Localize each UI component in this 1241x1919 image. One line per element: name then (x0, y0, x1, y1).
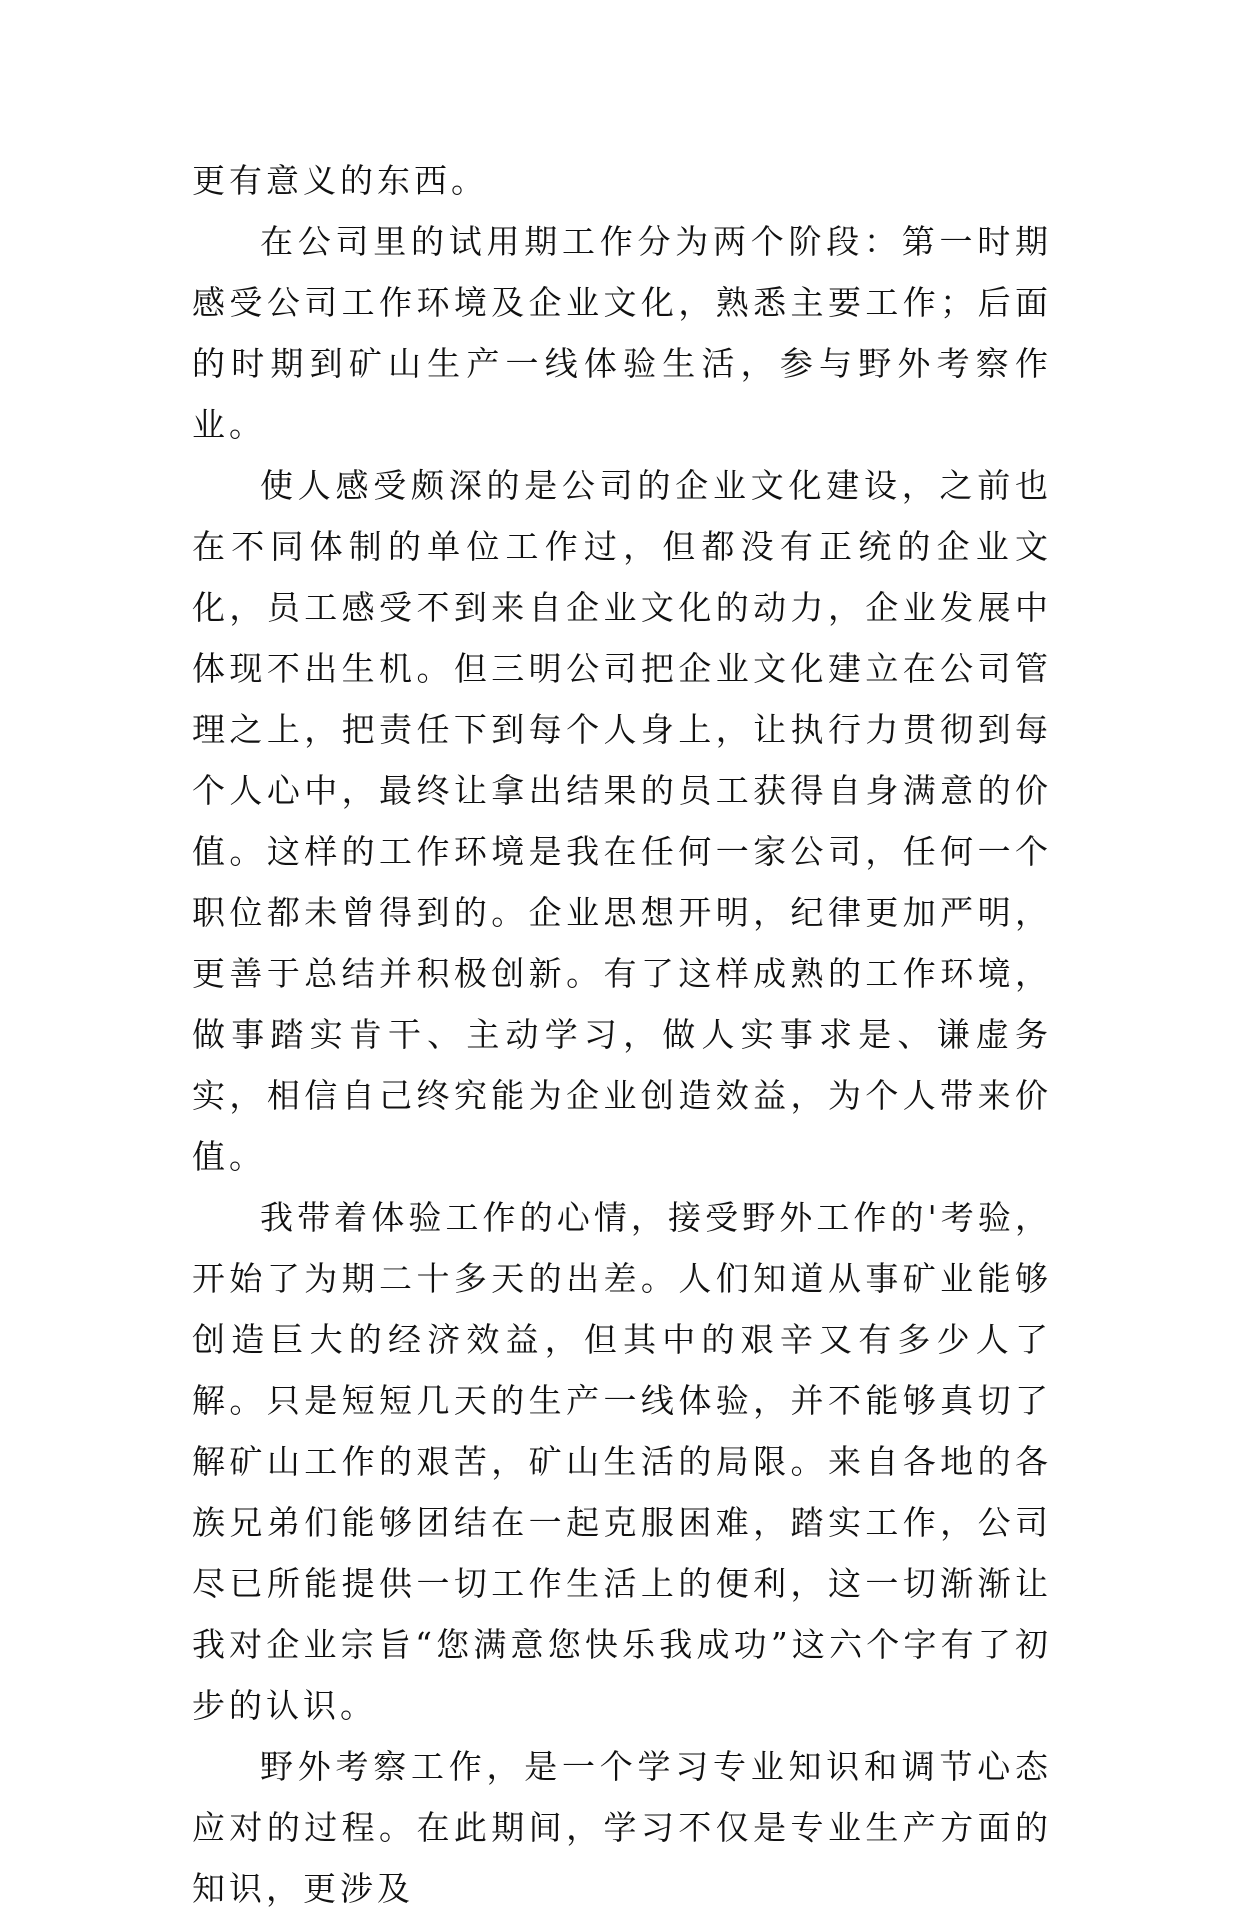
paragraph-5: 野外考察工作，是一个学习专业知识和调节心态应对的过程。在此期间，学习不仅是专业生产方面的知识，更涉及 (192, 1747, 1052, 1908)
document-body (192, 150, 1052, 1919)
paragraph-3: 使人感受颇深的是公司的企业文化建设，之前也在不同体制的单位工作过，但都没有正统的企业文化，员工感受不到来自企业文化的动力，企业发展中体现不出生机。但三明公司把企业文化建立在公司管理之上，把责任下到每个人身上，让执行力贯彻到每个人心中，最终让拿出结果的员工获得自身满意的价值。这样的工作环境是我在任何一家公司，任何一个职位都未曾得到的。企业思想开明，纪律更加严明，更善于总结并积极创新。有了这样成熟的工作环境，做事踏实肯干、主动学习，做人实事求是、谦虚务实，相信自己终究能为企业创造效益，为个人带来价值。 (192, 466, 1052, 1176)
paragraph-2: 在公司里的试用期工作分为两个阶段：第一时期感受公司工作环境及企业文化，熟悉主要工作；后面的时期到矿山生产一线体验生活，参与野外考察作业。 (192, 222, 1052, 444)
paragraph-1: 更有意义的东西。 (192, 161, 488, 200)
paragraph-4: 我带着体验工作的心情，接受野外工作的'考验，开始了为期二十多天的出差。人们知道从事矿业能够创造巨大的经济效益，但其中的艰辛又有多少人了解。只是短短几天的生产一线体验，并不能够真切了解矿山工作的艰苦，矿山生活的局限。来自各地的各族兄弟们能够团结在一起克服困难，踏实工作，公司尽已所能提供一切工作生活上的便利，这一切渐渐让我对企业宗旨“您满意您快乐我成功”这六个字有了初步的认识。 (192, 1198, 1052, 1725)
